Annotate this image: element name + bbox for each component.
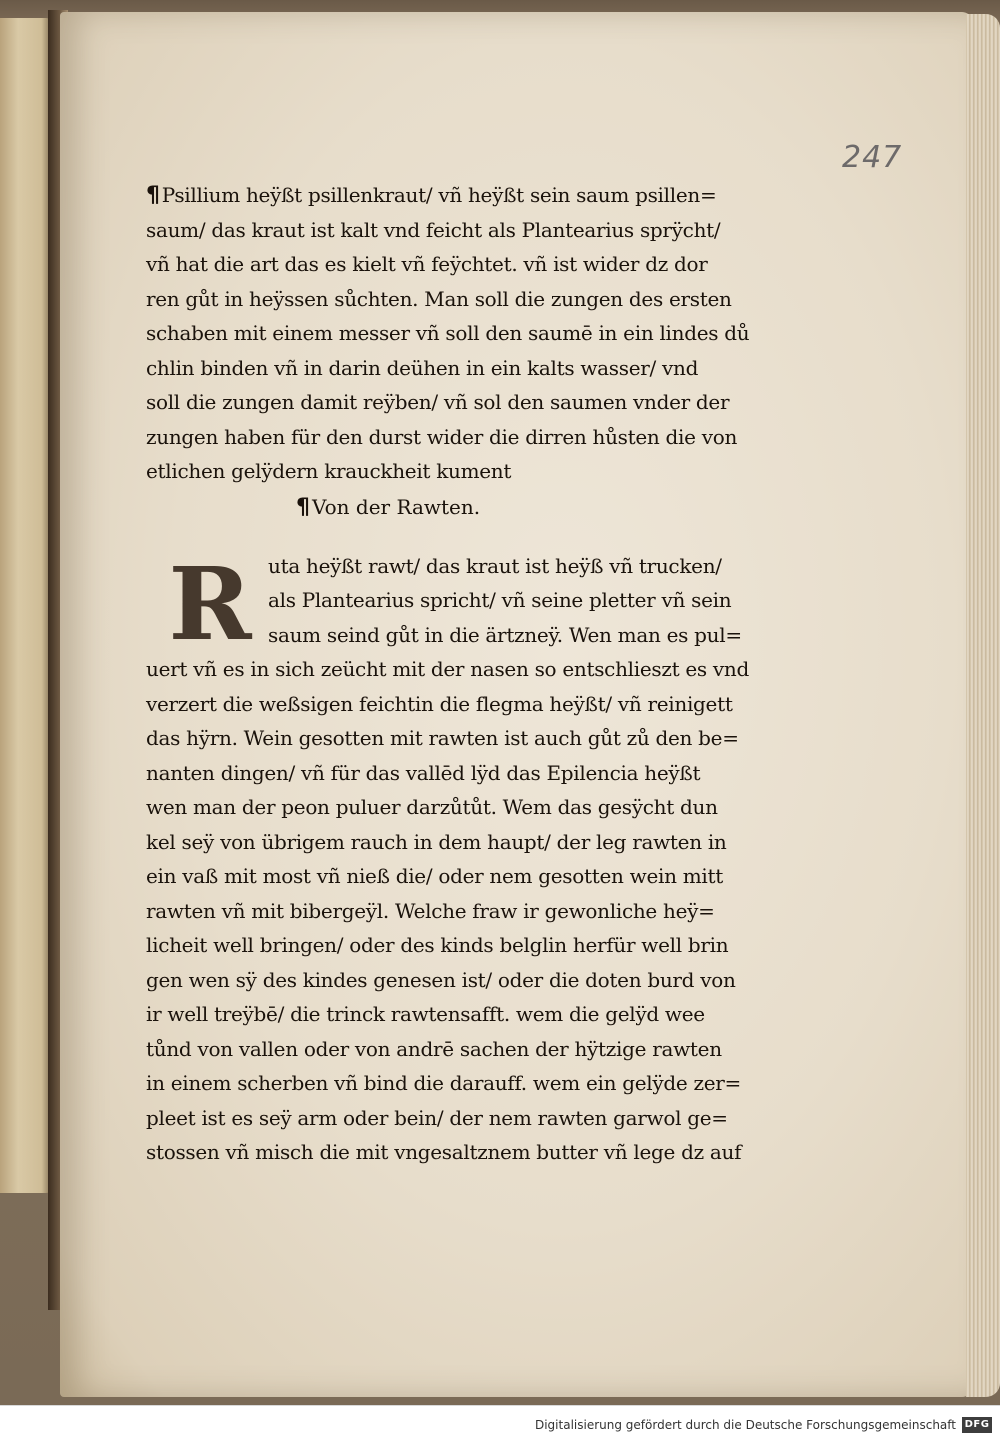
text-line: kel seÿ von übrigem rauch in dem haupt/ der leg rawten in bbox=[146, 829, 727, 854]
text-line: pleet ist es seÿ arm oder bein/ der nem rawten garwol ge= bbox=[146, 1105, 728, 1130]
text-line: nanten dingen/ vñ für das vallēd lÿd das Epilencia heÿßt bbox=[146, 760, 701, 785]
funding-credit: Digitalisierung gefördert durch die Deutsche Forschungsgemeinschaft bbox=[534, 1418, 956, 1432]
page-edges bbox=[966, 14, 1000, 1397]
text-line: chlin binden vñ in darin deühen in ein kalts wasser/ vnd bbox=[146, 355, 699, 380]
text-line: soll die zungen damit reÿben/ vñ sol den saumen vnder der bbox=[146, 390, 730, 414]
text-line: licheit well bringen/ oder des kinds belglin herfür well brin bbox=[146, 933, 729, 957]
text-line: zungen haben für den durst wider die dirren hůsten die von bbox=[146, 424, 738, 449]
pilcrow-icon: ¶ bbox=[296, 494, 310, 520]
text-line: in einem scherben vñ bind die darauff. wem ein gelÿde zer= bbox=[146, 1071, 741, 1095]
text-line: ein vaß mit most vñ nieß die/ oder nem gesotten wein mitt bbox=[146, 864, 723, 888]
section-heading: ¶ Von der Rawten. bbox=[296, 494, 481, 520]
text-line: gen wen sÿ des kindes genesen ist/ oder die doten burd von bbox=[146, 967, 736, 992]
paragraph-rawten bbox=[146, 544, 776, 1170]
text-line: wen man der peon puluer darzůtůt. Wem das gesÿcht dun bbox=[146, 795, 718, 819]
pilcrow-icon: ¶ bbox=[146, 183, 160, 208]
text-line: vñ hat die art das es kielt vñ feÿchtet. vñ ist wider dz dor bbox=[146, 252, 708, 276]
text-line: rawten vñ mit bibergeÿl. Welche fraw ir gewonliche heÿ= bbox=[146, 898, 715, 923]
decorated-initial: R bbox=[168, 544, 252, 663]
text-line: ¶ Psillium heÿßt psillenkraut/ vñ heÿßt sein saum psillen= bbox=[146, 183, 717, 208]
text-line: saum/ das kraut ist kalt vnd feicht als Plantearius sprÿcht/ bbox=[146, 217, 721, 242]
left-facing-page bbox=[0, 18, 52, 1193]
dfg-logo[interactable]: DFG bbox=[962, 1417, 992, 1433]
page-text bbox=[146, 178, 776, 1170]
paragraph-psillium bbox=[146, 178, 776, 489]
text-line: tůnd von vallen oder von andrē sachen der hÿtzige rawten bbox=[146, 1036, 722, 1061]
text-line: das hÿrn. Wein gesotten mit rawten ist auch gůt zů den be= bbox=[146, 726, 739, 750]
text-line: verzert die weßsigen feichtin die flegma heÿßt/ vñ reinigett bbox=[146, 691, 733, 716]
text-line: als Plantearius spricht/ vñ seine pletter vñ sein bbox=[268, 588, 732, 612]
folio-number: 247 bbox=[842, 140, 903, 175]
text-line: etlichen gelÿdern krauckheit kument bbox=[146, 459, 512, 483]
footer-bar bbox=[0, 1405, 1000, 1443]
text-line: ren gůt in heÿssen sůchten. Man soll die zungen des ersten bbox=[146, 286, 732, 311]
text-line: uta heÿßt rawt/ das kraut ist heÿß vñ trucken/ bbox=[268, 553, 722, 578]
text-line: schaben mit einem messer vñ soll den saumē in ein lindes dů bbox=[146, 321, 750, 345]
text-line: uert vñ es in sich zeücht mit der nasen so entschlieszt es vnd bbox=[146, 657, 750, 681]
text-line: saum seind gůt in die ärtzneÿ. Wen man es pul= bbox=[268, 622, 742, 647]
text-line: ir well treÿbē/ die trinck rawtensafft. wem die gelÿd wee bbox=[146, 1002, 705, 1026]
text-line: stossen vñ misch die mit vngesaltznem butter vñ lege dz auf bbox=[146, 1140, 742, 1164]
